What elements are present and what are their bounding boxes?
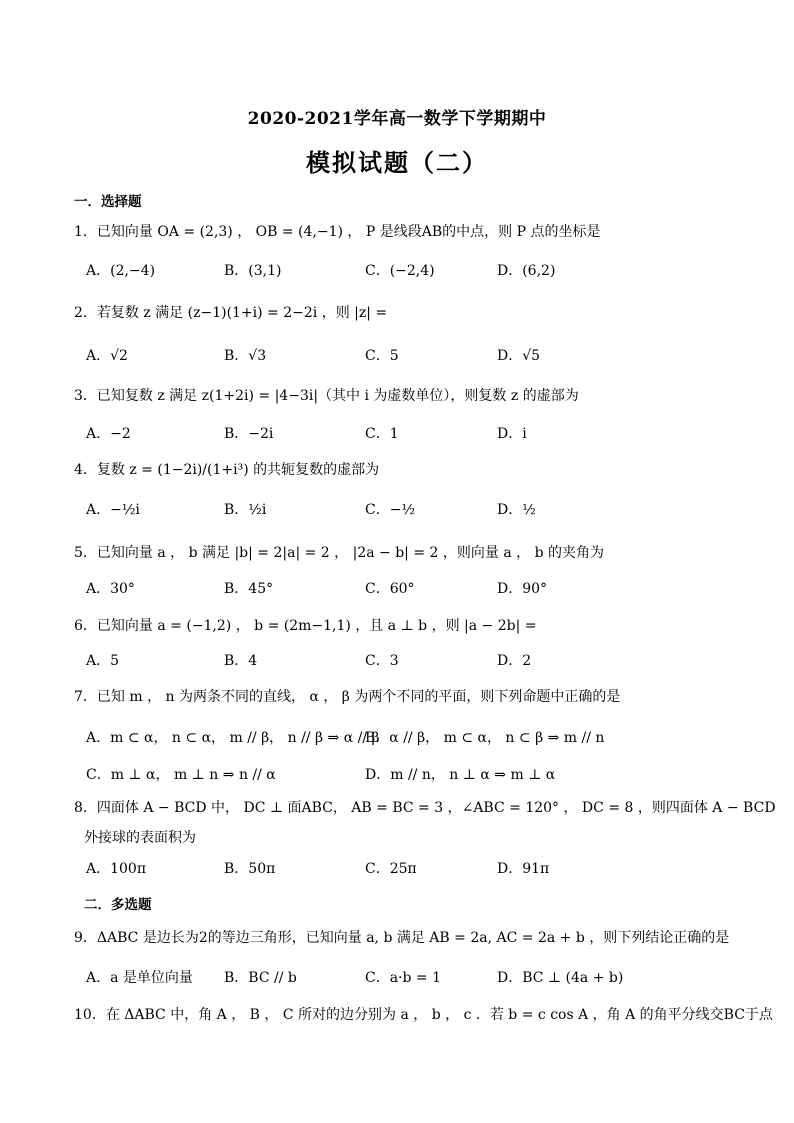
option-a: A．a 是单位向量 [86, 970, 193, 986]
question-8-continuation: 外接球的表面积为 [84, 830, 196, 846]
option-b: B．4 [224, 653, 258, 669]
question-7: 7．已知 m ， n 为两条不同的直线， α ， β 为两个不同的平面，则下列命题中正确的是 [74, 689, 621, 705]
option-b: B．α // β， m ⊂ α， n ⊂ β ⇒ m // n [365, 730, 605, 746]
option-c: C．60° [365, 581, 415, 597]
question-7-options-row1 [86, 728, 746, 748]
option-a: A．(2,−4) [86, 263, 156, 279]
question-1: 1．已知向量 OA = (2,3) ， OB = (4,−1) ， P 是线段AB的中点，则 P 点的坐标是 [74, 224, 601, 240]
option-a: A．30° [86, 581, 135, 597]
question-4: 4．复数 z = (1−2i)/(1+i³) 的共轭复数的虚部为 [74, 462, 380, 478]
option-b: B．½i [224, 502, 267, 518]
option-a: A．5 [86, 653, 120, 669]
option-d: D．2 [497, 653, 532, 669]
question-7-options-row2 [86, 765, 746, 785]
option-d: D．√5 [497, 348, 541, 364]
option-d: D．½ [497, 502, 536, 518]
question-2: 2．若复数 z 满足 (z−1)(1+i) = 2−2i ，则 |z| = [74, 305, 388, 321]
option-a: A．100π [86, 861, 147, 877]
question-6: 6．已知向量 a = (−1,2) ， b = (2m−1,1) ，且 a ⊥ b ，则 |a − 2b| = [74, 618, 537, 634]
section-heading-single-choice: 一．选择题 [74, 194, 142, 210]
question-5: 5．已知向量 a ， b 满足 |b| = 2|a| = 2 ， |2a − b| = 2 ，则向量 a ， b 的夹角为 [74, 545, 604, 561]
option-c: C．m ⊥ α， m ⊥ n ⇒ n // α [86, 767, 276, 783]
question-8-stem: 8．四面体 A − BCD 中， DC ⊥ 面ABC， AB = BC = 3 ，∠ABC = 120° ， DC = 8 ，则四面体 A − BCD [74, 800, 776, 816]
option-c: C．25π [365, 861, 417, 877]
question-10: 10．在 ΔABC 中，角 A ， B ， C 所对的边分别为 a ， b ， c ．若 b = c cos A ，角 A 的角平分线交BC于点 [74, 1007, 773, 1023]
option-d: D．91π [497, 861, 550, 877]
option-b: B．BC // b [224, 970, 297, 986]
option-d: D．BC ⊥ (4a + b) [497, 970, 624, 986]
option-c: C．(−2,4) [365, 263, 435, 279]
option-c: C．a·b = 1 [365, 970, 442, 986]
question-8 [74, 798, 776, 818]
option-d: D．m // n， n ⊥ α ⇒ m ⊥ α [365, 767, 556, 783]
option-b: B．45° [224, 581, 274, 597]
option-b: B．(3,1) [224, 263, 282, 279]
question-8-options [86, 859, 746, 879]
section-heading-multi-choice: 二．多选题 [84, 897, 152, 913]
option-d: D．i [497, 426, 527, 442]
option-d: D．(6,2) [497, 263, 556, 279]
question-1-options [86, 261, 746, 281]
question-9-options [86, 968, 746, 988]
option-c: C．5 [365, 348, 399, 364]
option-a: A．m ⊂ α， n ⊂ α， m // β， n // β ⇒ α // β [86, 730, 380, 746]
option-b: B．√3 [224, 348, 267, 364]
option-b: B．50π [224, 861, 276, 877]
question-2-options [86, 346, 746, 366]
option-c: C．3 [365, 653, 399, 669]
exam-title: 2020-2021学年高一数学下学期期中 [247, 109, 547, 129]
option-d: D．90° [497, 581, 548, 597]
exam-subtitle: 模拟试题（二） [306, 148, 488, 177]
question-5-options [86, 579, 746, 599]
question-4-options [86, 500, 746, 520]
option-a: A．−2 [86, 426, 131, 442]
question-9: 9．ΔABC 是边长为2的等边三角形，已知向量 a, b 满足 AB = 2a, AC = 2a + b ，则下列结论正确的是 [74, 930, 730, 946]
question-3-options [86, 424, 746, 444]
question-6-options [86, 651, 746, 671]
option-c: C．1 [365, 426, 399, 442]
option-c: C．−½ [365, 502, 416, 518]
option-a: A．−½i [86, 502, 140, 518]
option-a: A．√2 [86, 348, 128, 364]
option-b: B．−2i [224, 426, 274, 442]
question-3: 3．已知复数 z 满足 z(1+2i) = |4−3i|（其中 i 为虚数单位），则复数 z 的虚部为 [74, 388, 579, 404]
